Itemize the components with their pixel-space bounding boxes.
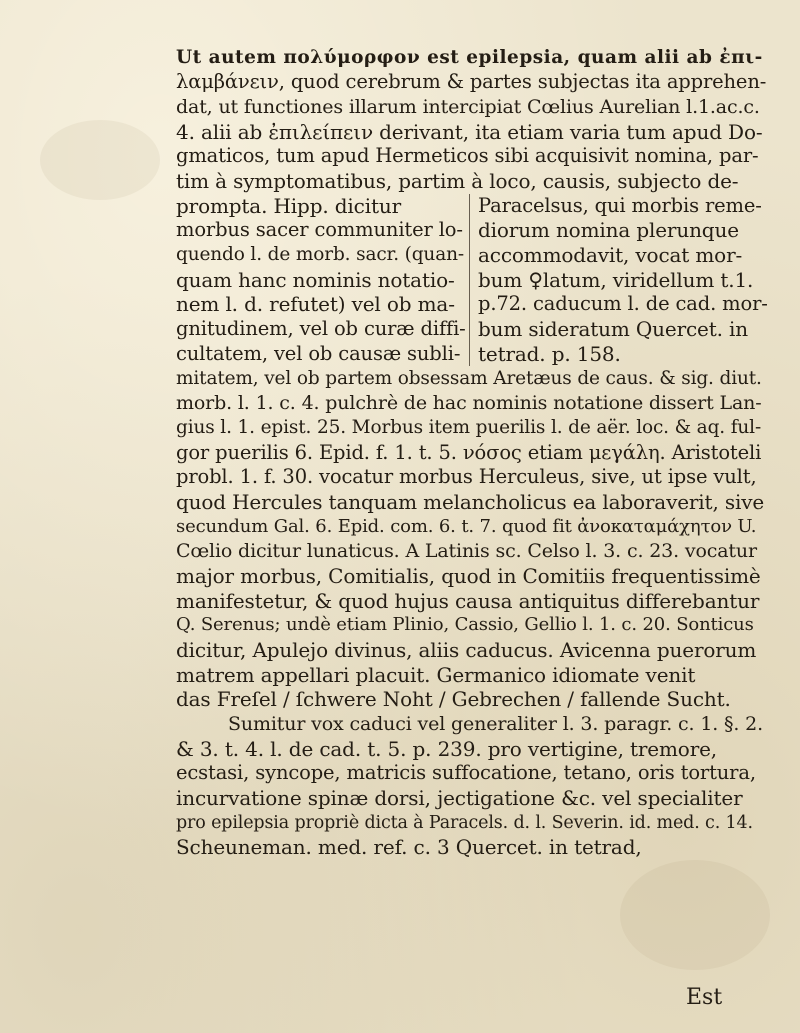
- catchword: Est: [686, 985, 723, 1010]
- column-divider: [469, 194, 470, 366]
- text-line: secundum Gal. 6. Epid. com. 6. t. 7. quod fit ἀνοκαταμάχητον U.: [176, 516, 757, 537]
- text-line: tim à symptomatibus, partim à loco, causis, subjecto de-: [176, 169, 739, 193]
- text-line: morb. l. 1. c. 4. pulchrè de hac nominis notatione dissert Lan-: [176, 392, 762, 414]
- text-line: 4. alii ab ἐπιλείπειν derivant, ita etiam varia tum apud Do-: [176, 120, 763, 144]
- text-line: gmaticos, tum apud Hermeticos sibi acquisivit nomina, par-: [176, 144, 759, 167]
- text-line: [176, 46, 766, 70]
- text-line: major morbus, Comitialis, quod in Comitiis frequentissimè: [176, 564, 761, 588]
- text-line: gnitudinem, vel ob curæ diffi-: [176, 317, 466, 340]
- text-line: cultatem, vel ob causæ subli-: [176, 342, 461, 365]
- paper-stain: [620, 860, 770, 970]
- text-line: probl. 1. f. 30. vocatur morbus Herculeus, sive, ut ipse vult,: [176, 465, 757, 488]
- text-line: p.72. caducum l. de cad. mor-: [478, 292, 768, 315]
- text-line: & 3. t. 4. l. de cad. t. 5. p. 239. pro vertigine, tremore,: [176, 737, 718, 761]
- text-line: mitatem, vel ob partem obsessam Aretæus de caus. & sig. diut.: [176, 368, 762, 389]
- text-line: bum sideratum Quercet. in: [478, 317, 749, 341]
- text-line: quam hanc nominis notatio-: [176, 268, 455, 292]
- text-line-content: Ut autem πολύμορφον est epilepsia, quam alii ab ἐπι-: [176, 47, 763, 68]
- text-line: quod Hercules tanquam melancholicus ea laboraverit, sive: [176, 490, 765, 514]
- paper-stain: [40, 120, 160, 200]
- text-line: diorum nomina plerunque: [478, 218, 739, 242]
- text-line: ecstasi, syncope, matricis suffocatione, tetano, oris tortura,: [176, 761, 756, 784]
- text-line: Paracelsus, qui morbis reme-: [478, 194, 762, 217]
- text-line: prompta. Hipp. dicitur: [176, 194, 401, 218]
- text-line: dat, ut functiones illarum intercipiat Cœlius Aurelian l.1.ac.c.: [176, 96, 760, 118]
- text-line: das Freſel / ſchwere Noht / Gebrechen / fallende Sucht.: [176, 687, 731, 711]
- text-line: nem l. d. refutet) vel ob ma-: [176, 292, 455, 316]
- text-line: morbus sacer communiter lo-: [176, 218, 463, 241]
- text-line: incurvatione spinæ dorsi, jectigatione &c. vel specialiter: [176, 786, 743, 810]
- text-line: manifestetur, & quod hujus causa antiquitus differebantur: [176, 589, 760, 613]
- text-line: bum ♀latum, viridellum t.1.: [478, 268, 754, 292]
- text-line: Q. Serenus; undè etiam Plinio, Cassio, Gellio l. 1. c. 20. Sonticus: [176, 614, 754, 635]
- text-line: Sumitur vox caduci vel generaliter l. 3. paragr. c. 1. §. 2.: [228, 713, 763, 735]
- text-line: accommodavit, vocat mor-: [478, 243, 743, 267]
- text-line: gor puerilis 6. Epid. f. 1. t. 5. νόσος etiam μεγάλη. Aristoteli: [176, 441, 762, 464]
- text-line: tetrad. p. 158.: [478, 342, 621, 366]
- text-line: matrem appellari placuit. Germanico idiomate venit: [176, 663, 696, 687]
- text-line: dicitur, Apulejo divinus, aliis caducus. Avicenna puerorum: [176, 638, 757, 662]
- text-line: Scheuneman. med. ref. c. 3 Quercet. in tetrad,: [176, 835, 642, 859]
- text-line: λαμβάνειν, quod cerebrum & partes subjectas ita apprehen-: [176, 70, 767, 93]
- text-line: gius l. 1. epist. 25. Morbus item puerilis l. de aër. loc. & aq. ful-: [176, 417, 762, 438]
- text-line: Cœlio dicitur lunaticus. A Latinis sc. Celso l. 3. c. 23. vocatur: [176, 540, 757, 562]
- text-line: quendo l. de morb. sacr. (quan-: [176, 244, 464, 265]
- text-line: pro epilepsia propriè dicta à Paracels. d. l. Severin. id. med. c. 14.: [176, 813, 753, 833]
